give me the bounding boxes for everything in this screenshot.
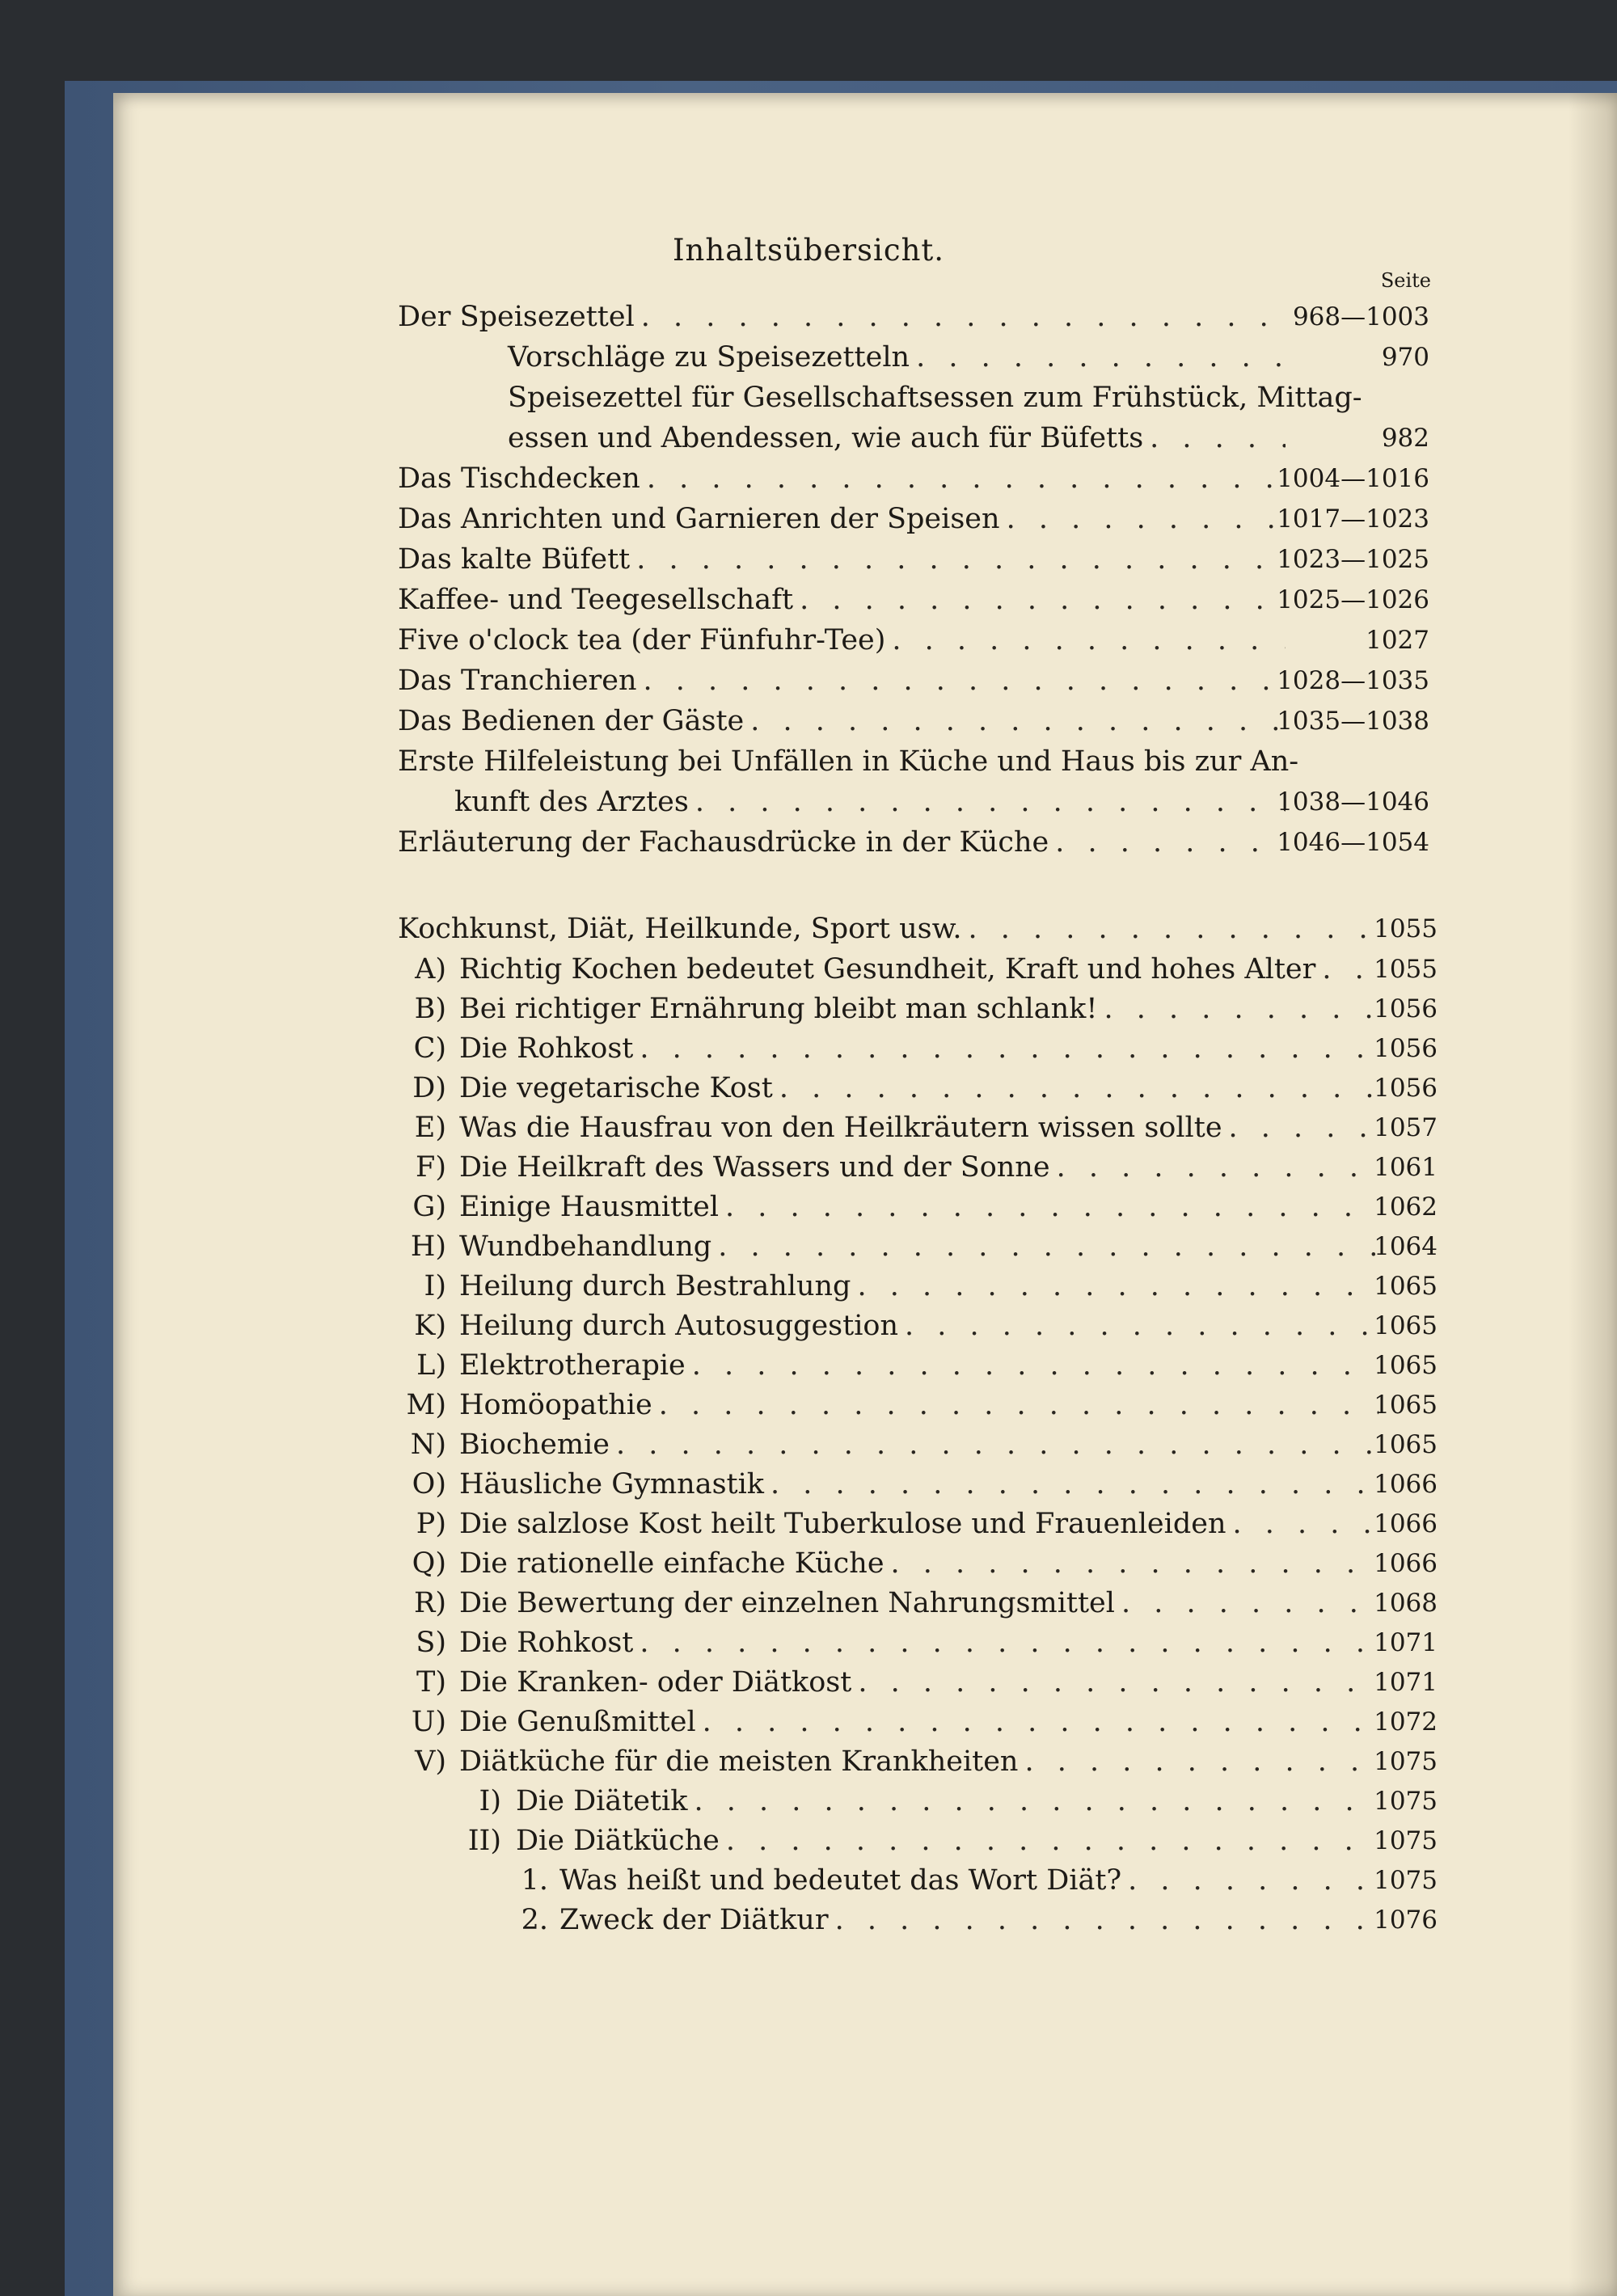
entry-page: 1035—1038 <box>1277 707 1429 736</box>
entry-title: Die Diätetik <box>516 1785 688 1817</box>
entry-title: Das Anrichten und Garnieren der Speisen <box>398 503 1000 535</box>
toc-entry <box>0 822 1617 863</box>
page-title: Inhaltsübersicht. <box>672 233 945 268</box>
entry-title: Die salzlose Kost heilt Tuberkulose und Frauenleiden <box>459 1508 1226 1540</box>
toc-entry <box>0 499 1617 539</box>
entry-letter: B) <box>414 993 446 1025</box>
entry-page: 1057 <box>1374 1113 1438 1142</box>
entry-page: 1061 <box>1374 1153 1438 1182</box>
entry-letter: 1. <box>521 1864 548 1897</box>
toc-entry <box>0 989 1617 1029</box>
entry-page: 1072 <box>1374 1707 1438 1737</box>
entry-page: 1065 <box>1374 1311 1438 1340</box>
toc-entry <box>0 418 1617 458</box>
toc-entry <box>0 1266 1617 1306</box>
entry-letter: R) <box>413 1587 446 1619</box>
dot-leader <box>640 1028 1378 1069</box>
entry-title: Die Kranken- oder Diätkost <box>459 1666 852 1699</box>
entry-page: 1046—1054 <box>1277 828 1429 857</box>
entry-page: 1065 <box>1374 1351 1438 1380</box>
toc-entry <box>0 1306 1617 1346</box>
entry-title: Das Tischdecken <box>398 462 640 495</box>
entry-title: Die rationelle einfache Küche <box>459 1547 884 1580</box>
toc-entry <box>0 782 1617 822</box>
toc-entry <box>0 1385 1617 1425</box>
entry-title: Der Speisezettel <box>398 301 635 333</box>
toc-entry-line: Erste Hilfeleistung bei Unfällen in Küche und Haus bis zur An- <box>398 745 1299 778</box>
toc-entry <box>0 949 1617 990</box>
entry-letter: C) <box>413 1032 446 1065</box>
entry-page: 1066 <box>1374 1470 1438 1499</box>
entry-title: Das Bedienen der Gäste <box>398 705 745 737</box>
toc-entry <box>0 1583 1617 1623</box>
toc-entry <box>0 539 1617 580</box>
dot-leader <box>647 458 1286 499</box>
toc-entry <box>0 1702 1617 1742</box>
toc-entry <box>0 1028 1617 1069</box>
entry-letter: L) <box>416 1349 446 1382</box>
toc-entry <box>0 701 1617 741</box>
dot-leader <box>800 580 1286 620</box>
entry-page: 1066 <box>1374 1509 1438 1538</box>
entry-title: Vorschläge zu Speisezetteln <box>508 341 910 374</box>
toc-entry <box>0 1543 1617 1584</box>
entry-title: Die Bewertung der einzelnen Nahrungsmittel <box>459 1587 1115 1619</box>
toc-entry <box>0 661 1617 701</box>
entry-title: Das kalte Büfett <box>398 543 631 576</box>
toc-entry <box>0 1662 1617 1703</box>
dot-leader <box>616 1424 1378 1465</box>
entry-title: Diätküche für die meisten Krankheiten <box>459 1745 1019 1778</box>
entry-page: 1071 <box>1374 1668 1438 1697</box>
entry-letter: I) <box>424 1270 446 1302</box>
toc-entry <box>0 1345 1617 1386</box>
dot-leader <box>695 782 1286 822</box>
entry-page: 1065 <box>1374 1391 1438 1420</box>
toc-entry <box>0 458 1617 499</box>
entry-page: 1064 <box>1374 1232 1438 1261</box>
entry-title: Die vegetarische Kost <box>459 1072 773 1104</box>
toc-entry <box>0 1147 1617 1188</box>
toc-entry <box>0 1623 1617 1663</box>
toc-entry <box>0 1860 1617 1901</box>
entry-page: 1025—1026 <box>1277 585 1429 614</box>
entry-page: 1068 <box>1374 1589 1438 1618</box>
entry-title: Die Diätküche <box>516 1825 720 1857</box>
entry-title: Zweck der Diätkur <box>559 1904 829 1936</box>
entry-title: Heilung durch Autosuggestion <box>459 1310 898 1342</box>
entry-letter: U) <box>411 1706 446 1738</box>
entry-letter: I) <box>479 1785 501 1817</box>
entry-letter: M) <box>406 1389 446 1421</box>
entry-title: Die Genußmittel <box>459 1706 696 1738</box>
toc-entry <box>0 1187 1617 1227</box>
entry-page: 1075 <box>1374 1866 1438 1895</box>
entry-page: 1038—1046 <box>1277 787 1429 817</box>
toc-entry <box>0 1741 1617 1782</box>
toc-entry <box>0 1424 1617 1465</box>
toc-entry <box>0 1821 1617 1861</box>
entry-title: Elektrotherapie <box>459 1349 686 1382</box>
dot-leader <box>916 337 1286 378</box>
entry-letter: Q) <box>412 1547 446 1580</box>
toc-entry-line: Speisezettel für Gesellschaftsessen zum Frühstück, Mittag- <box>508 382 1362 414</box>
entry-page: 1075 <box>1374 1747 1438 1776</box>
dot-leader <box>1150 418 1286 458</box>
entry-letter: 2. <box>521 1904 548 1936</box>
entry-page: 982 <box>1381 424 1429 453</box>
entry-title: Biochemie <box>459 1429 610 1461</box>
entry-letter: K) <box>414 1310 446 1342</box>
entry-page: 1075 <box>1374 1826 1438 1855</box>
entry-letter: E) <box>414 1112 446 1144</box>
entry-title: Kaffee- und Teegesellschaft <box>398 584 794 616</box>
entry-page: 1004—1016 <box>1277 464 1429 493</box>
entry-title: essen und Abendessen, wie auch für Büfetts <box>508 422 1144 454</box>
toc-entry <box>0 1226 1617 1267</box>
entry-letter: II) <box>467 1825 501 1857</box>
entry-title: Die Heilkraft des Wassers und der Sonne <box>459 1151 1050 1184</box>
entry-letter: P) <box>416 1508 446 1540</box>
toc-entry <box>0 1781 1617 1821</box>
dot-leader <box>659 1385 1378 1425</box>
dot-leader <box>1007 499 1286 539</box>
entry-title: Wundbehandlung <box>459 1230 712 1263</box>
dot-leader <box>640 1623 1378 1663</box>
entry-letter: T) <box>416 1666 446 1699</box>
entry-letter: A) <box>415 953 446 986</box>
entry-page: 1056 <box>1374 1034 1438 1063</box>
entry-page: 1017—1023 <box>1277 504 1429 534</box>
entry-title: Häusliche Gymnastik <box>459 1468 765 1500</box>
entry-page: 1075 <box>1374 1787 1438 1816</box>
dot-leader <box>641 297 1286 337</box>
entry-title: Die Rohkost <box>459 1032 634 1065</box>
entry-page: 1055 <box>1374 955 1438 984</box>
entry-letter: N) <box>410 1429 446 1461</box>
entry-page: 1062 <box>1374 1192 1438 1222</box>
toc-entry <box>0 337 1617 378</box>
entry-title: Five o'clock tea (der Fünfuhr-Tee) <box>398 624 886 656</box>
entry-page: 970 <box>1381 343 1429 372</box>
entry-page: 1023—1025 <box>1277 545 1429 574</box>
entry-title: Kochkunst, Diät, Heilkunde, Sport usw. <box>398 913 962 945</box>
toc-entry <box>0 1068 1617 1108</box>
entry-letter: S) <box>416 1627 446 1659</box>
entry-page: 1065 <box>1374 1430 1438 1459</box>
dot-leader <box>1055 822 1286 863</box>
entry-title: Bei richtiger Ernährung bleibt man schlank! <box>459 993 1098 1025</box>
entry-title: Was die Hausfrau von den Heilkräutern wissen sollte <box>459 1112 1222 1144</box>
entry-letter: V) <box>415 1745 446 1778</box>
entry-page: 1071 <box>1374 1628 1438 1657</box>
toc-entry <box>0 1504 1617 1544</box>
toc-entry <box>0 580 1617 620</box>
entry-letter: F) <box>416 1151 446 1184</box>
entry-title: Erläuterung der Fachausdrücke in der Küche <box>398 826 1049 859</box>
entry-page: 1056 <box>1374 994 1438 1023</box>
toc-entry <box>0 620 1617 661</box>
toc-entry <box>0 297 1617 337</box>
dot-leader <box>636 539 1286 580</box>
entry-title: Was heißt und bedeutet das Wort Diät? <box>559 1864 1122 1897</box>
entry-page: 1028—1035 <box>1277 666 1429 695</box>
entry-title: Die Rohkost <box>459 1627 634 1659</box>
entry-page: 1066 <box>1374 1549 1438 1578</box>
page-column-label: Seite <box>1380 269 1431 292</box>
entry-letter: D) <box>412 1072 446 1104</box>
entry-title: Homöopathie <box>459 1389 652 1421</box>
toc-entry <box>0 1108 1617 1148</box>
entry-page: 1055 <box>1374 914 1438 943</box>
entry-page: 1076 <box>1374 1906 1438 1935</box>
entry-title: kunft des Arztes <box>454 786 689 818</box>
entry-title: Das Tranchieren <box>398 665 637 697</box>
dot-leader <box>892 620 1286 661</box>
entry-page: 1027 <box>1366 626 1429 655</box>
toc-entry <box>0 909 1617 949</box>
entry-letter: O) <box>412 1468 446 1500</box>
dot-leader <box>750 701 1286 741</box>
entry-letter: H) <box>410 1230 446 1263</box>
toc-entry <box>0 1464 1617 1505</box>
entry-title: Richtig Kochen bedeutet Gesundheit, Kraft und hohes Alter <box>459 953 1316 986</box>
entry-title: Heilung durch Bestrahlung <box>459 1270 851 1302</box>
entry-page: 1065 <box>1374 1272 1438 1301</box>
toc-entry <box>0 1900 1617 1940</box>
entry-page: 1056 <box>1374 1074 1438 1103</box>
entry-page: 968—1003 <box>1292 302 1429 331</box>
entry-title: Einige Hausmittel <box>459 1191 720 1223</box>
entry-letter: G) <box>412 1191 446 1223</box>
dot-leader <box>644 661 1286 701</box>
